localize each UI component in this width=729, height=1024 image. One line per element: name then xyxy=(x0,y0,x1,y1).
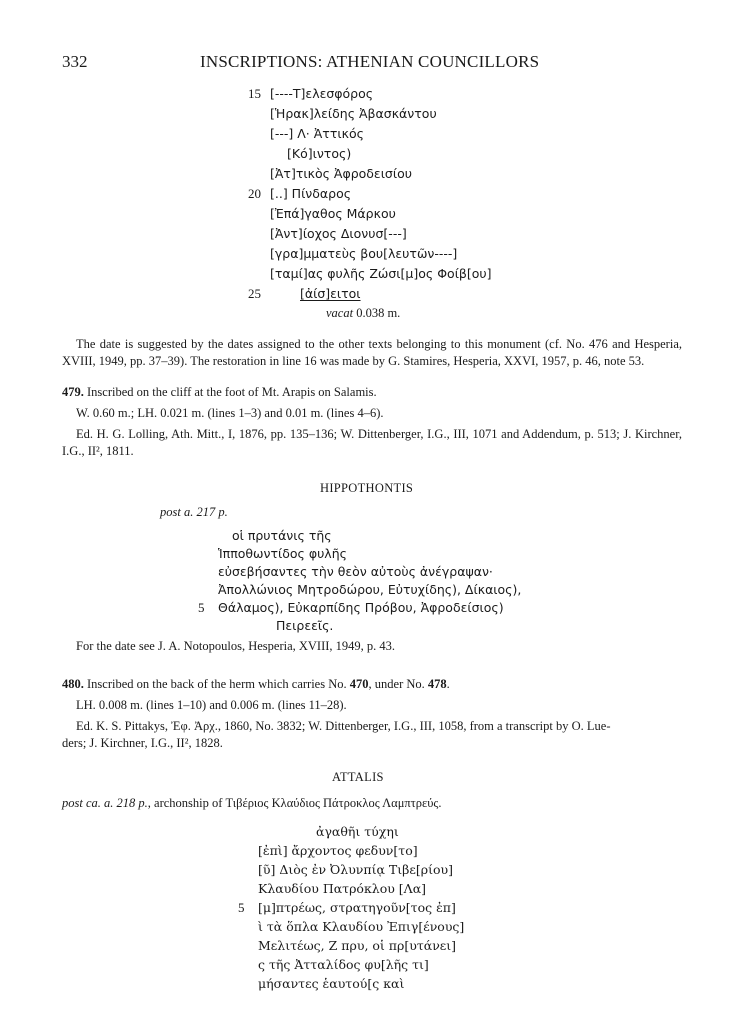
inscription-line: [μ]πτρέως, στρατηγοῦν[τος ἐπ] xyxy=(258,900,456,915)
inscription-line: Κλαυδίου Πατρόκλου [Λα] xyxy=(258,881,427,896)
entry-479-description: 479. Inscribed on the cliff at the foot of Mt. Arapis on Salamis. xyxy=(62,385,377,399)
inscription-line: [ῦ] Διὸς ἐν Ὀλυνπίᾳ Τιβε[ρίου] xyxy=(258,862,454,877)
inscription-line: [ταμί]ας φυλῆς Ζώσι[μ]ος Φοίβ[ου] xyxy=(270,266,492,281)
inscription-line: [ἐπὶ] ἄρχοντος φεδυν[το] xyxy=(258,843,418,858)
entry-480-dimensions: LH. 0.008 m. (lines 1–10) and 0.006 m. (lines 11–28). xyxy=(76,698,347,712)
line-number: 15 xyxy=(248,86,261,101)
inscription-line: [γρα]μματεὺς βου[λευτῶν----] xyxy=(270,246,458,261)
inscription-line: Μελιτέως, Ζ πρυ, οἱ πρ[υτάνει] xyxy=(258,938,457,953)
inscription-line: [Ἐπά]γαθος Μάρκου xyxy=(270,206,396,221)
vacat-note: vacat 0.038 m. xyxy=(326,306,401,320)
inscription-line: [Ἀντ]ίοχος Διονυσ[---] xyxy=(270,226,407,241)
line-number: 5 xyxy=(238,900,245,915)
inscription-line: Θάλαμος), Εὐκαρπίδης Πρόβου, Ἀφροδείσιος) xyxy=(218,600,504,615)
inscription-line: [---] Λ· Ἀττικός xyxy=(270,126,364,141)
inscription-line: εὐσεβήσαντες τὴν θεὸν αὐτοὺς ἀνέγραψαν· xyxy=(218,564,493,579)
commentary-479: For the date see J. A. Notopoulos, Hesperia, XVIII, 1949, p. 43. xyxy=(76,639,396,653)
entry-480-description: 480. Inscribed on the back of the herm which carries No. 470, under No. 478. xyxy=(62,677,450,691)
line-number: 20 xyxy=(248,186,261,201)
inscription-line: [ἀίσ]ειτοι xyxy=(300,286,361,301)
page-number: 332 xyxy=(62,52,88,71)
commentary-478: The date is suggested by the dates assigned to the other texts belonging to this monument (cf. No. 476 and Hesperia, XVIII, 1949, pp. 37–39). The restoration in line 16 was made by G. Stamires, Hesperia, XXVI, 1957, p. 46, note 53. xyxy=(62,337,682,368)
entry-480-edition-line1: Ed. K. S. Pittakys, Ἐφ. Ἀρχ., 1860, No. 3832; W. Dittenberger, I.G., III, 1058, from a transcript by O. Lue- xyxy=(76,719,611,733)
inscription-line: [----Τ]ελεσφόρος xyxy=(270,86,374,101)
line-number: 5 xyxy=(198,600,205,615)
section-heading-attalis: ATTALIS xyxy=(332,770,384,784)
inscription-line: Ἱπποθωντίδος φυλῆς xyxy=(218,546,347,561)
inscription-line: [Κό]ιντος) xyxy=(287,146,352,161)
inscription-line: [Ἀτ]τικὸς Ἀφροδεισίου xyxy=(270,166,412,181)
inscription-line: [..] Πίνδαρος xyxy=(270,186,352,201)
entry-479-dimensions: W. 0.60 m.; LH. 0.021 m. (lines 1–3) and 0.01 m. (lines 4–6). xyxy=(76,406,384,420)
running-title: INSCRIPTIONS: ATHENIAN COUNCILLORS xyxy=(200,52,540,71)
inscription-line: ἀγαθῆι τύχηι xyxy=(316,824,399,839)
inscription-line: οἱ πρυτάνις τῆς xyxy=(232,528,332,543)
date-label: post a. 217 p. xyxy=(160,505,228,519)
entry-480-edition-line2: ders; J. Kirchner, I.G., II², 1828. xyxy=(62,736,223,750)
line-number: 25 xyxy=(248,286,261,301)
inscription-line: μήσαντες ἑαυτού[ς καὶ xyxy=(258,976,405,991)
inscription-line: Πειρεεῖς. xyxy=(276,618,334,633)
entry-479-edition: Ed. H. G. Lolling, Ath. Mitt., I, 1876, pp. 135–136; W. Dittenberger, I.G., III, 1071 and Addendum, p. 513; J. Kirchner, I.G., II², 1811. xyxy=(62,427,682,458)
inscription-line: ὶ τὰ ὅπλα Κλαυδίου Ἐπιγ[ένους] xyxy=(258,919,465,934)
inscription-line: ς τῆς Ἀτταλίδος φυ[λῆς τι] xyxy=(258,957,429,972)
inscription-line: [Ἡρακ]λείδης Ἀβασκάντου xyxy=(270,106,437,121)
section-heading-hippothontis: HIPPOTHONTIS xyxy=(320,481,414,495)
inscription-line: Ἀπολλώνιος Μητροδώρου, Εὐτυχίδης), Δίκαιος), xyxy=(218,582,522,597)
date-label: post ca. a. 218 p., archonship of Τιβέριος Κλαύδιος Πάτροκλος Λαμπτρεύς. xyxy=(62,796,442,810)
